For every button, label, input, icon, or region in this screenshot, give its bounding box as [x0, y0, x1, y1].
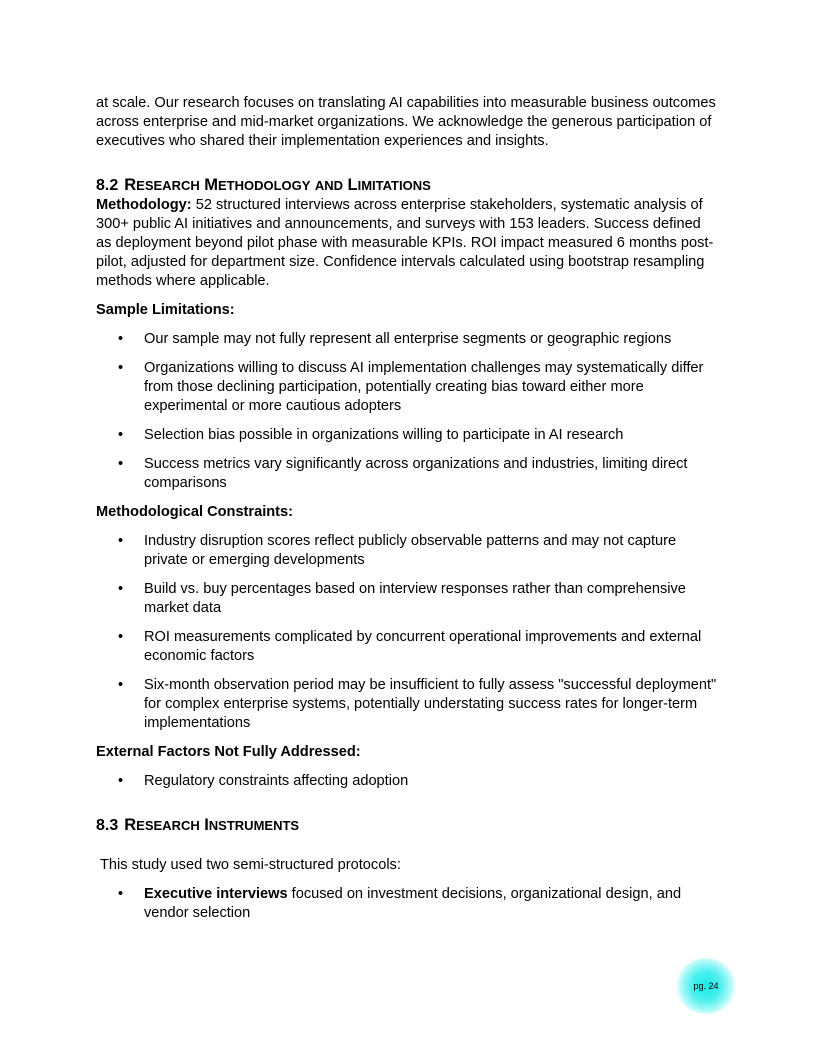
- intro-paragraph: at scale. Our research focuses on translating AI capabilities into measurable business outcomes across enterprise and mid-market organizations. We acknowledge the generous participation of executives who shared their implementation experiences and insights.: [96, 95, 716, 149]
- list-item: • Our sample may not fully represent all enterprise segments or geographic regions: [96, 330, 720, 349]
- list-item: • Industry disruption scores reflect publicly observable patterns and may not capture private or emerging developments: [96, 532, 720, 570]
- page-number-badge: [676, 958, 736, 1014]
- sample-limitations-list: [96, 330, 720, 493]
- list-item: • Organizations willing to discuss AI implementation challenges may systematically differ from those declining participation, potentially creating bias toward either more experimental or more cautious adopters: [96, 359, 720, 416]
- document-page: [96, 94, 720, 933]
- item-bold-label: Executive interviews: [144, 886, 288, 902]
- section-title: RESEARCH METHODOLOGY AND LIMITATIONS: [124, 176, 431, 194]
- section-8-3-heading: [96, 815, 720, 836]
- list-item: • Selection bias possible in organizations willing to participate in AI research: [96, 426, 720, 445]
- list-item: • Build vs. buy percentages based on interview responses rather than comprehensive market data: [96, 580, 720, 618]
- list-item: • Regulatory constraints affecting adoption: [96, 772, 720, 791]
- methodology-paragraph: [96, 196, 720, 291]
- methodological-constraints-list: [96, 532, 720, 733]
- section-number: 8.2: [96, 177, 119, 194]
- item-text: focused on investment decisions, organizational design, and vendor selection: [144, 886, 682, 921]
- section-number: 8.3: [96, 817, 119, 834]
- instruments-list: [96, 885, 720, 923]
- list-item: • Six-month observation period may be insufficient to fully assess "successful deployment" for complex enterprise systems, potentially understating success rates for longer-term implementations: [96, 676, 720, 733]
- methodology-text: 52 structured interviews across enterprise stakeholders, systematic analysis of 300+ public AI initiatives and announcements, and surveys with 153 leaders. Success defined as deployment beyond pilot phase with measurable KPIs. ROI impact measured 6 months post-pilot, adjusted for department size. Confidence intervals calculated using bootstrap resampling methods where applicable.: [96, 197, 714, 289]
- external-factors-heading: External Factors Not Fully Addressed:: [96, 744, 361, 760]
- methodological-constraints-heading: Methodological Constraints:: [96, 504, 294, 520]
- instruments-lead: This study used two semi-structured protocols:: [100, 857, 401, 873]
- section-8-2-heading: [96, 175, 720, 196]
- list-item: • Success metrics vary significantly across organizations and industries, limiting direct comparisons: [96, 455, 720, 493]
- section-title: RESEARCH INSTRUMENTS: [124, 816, 300, 834]
- methodology-label: Methodology:: [96, 197, 192, 213]
- list-item: • ROI measurements complicated by concurrent operational improvements and external economic factors: [96, 628, 720, 666]
- page-number: pg. 24: [693, 981, 719, 991]
- external-factors-list: [96, 772, 720, 791]
- sample-limitations-heading: Sample Limitations:: [96, 302, 235, 318]
- list-item: [96, 885, 720, 923]
